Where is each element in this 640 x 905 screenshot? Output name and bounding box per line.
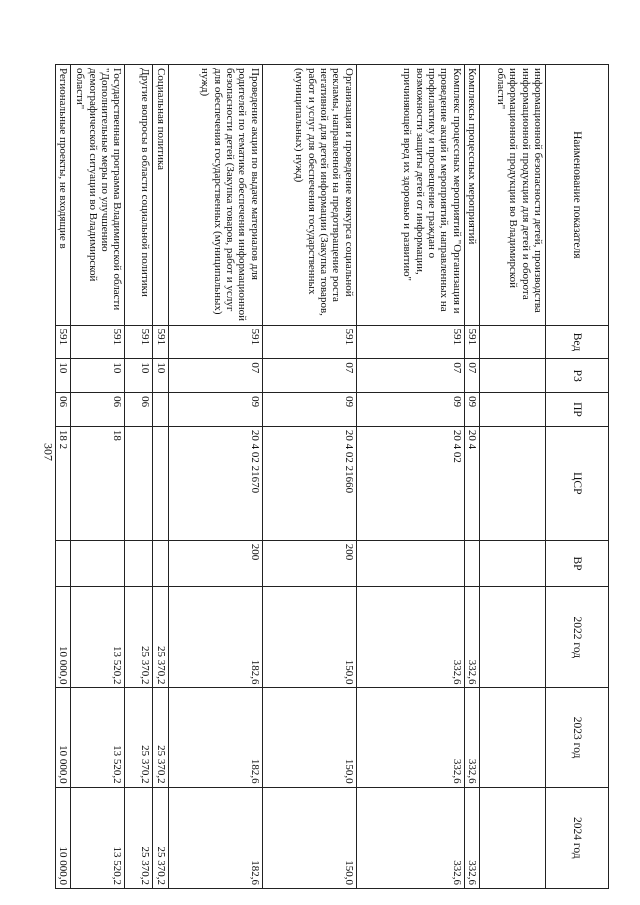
page-number: 307 bbox=[41, 443, 56, 461]
header-pr: ПР bbox=[546, 393, 609, 427]
cell-rz bbox=[480, 359, 546, 393]
cell-2024: 25 370,2 bbox=[125, 787, 153, 888]
cell-pr: 09 bbox=[464, 393, 479, 427]
cell-2023 bbox=[480, 688, 546, 787]
cell-2023: 150,0 bbox=[262, 688, 356, 787]
header-rz: РЗ bbox=[546, 359, 609, 393]
budget-table-container bbox=[57, 64, 609, 889]
cell-csr: 18 bbox=[71, 426, 125, 540]
cell-name: Комплекс процессных мероприятий "Организация и проведение акций и мероприятий, направленных на профилактику и просвещение граждан о возможности защиты детей от информации, причиняющей вред их здоровью и развитию" bbox=[356, 65, 464, 326]
cell-name: Другие вопросы в области социальной политики bbox=[125, 65, 153, 326]
cell-rz: 07 bbox=[168, 359, 262, 393]
cell-2022: 25 370,2 bbox=[125, 587, 153, 688]
cell-2023: 10 000,0 bbox=[56, 688, 71, 787]
cell-name: информационной безопасности детей, производства информационной продукции для детей и оборота информационной продукции во Владимирской области" bbox=[480, 65, 546, 326]
cell-rz: 07 bbox=[356, 359, 464, 393]
cell-pr: 09 bbox=[356, 393, 464, 427]
cell-2022 bbox=[480, 587, 546, 688]
budget-table bbox=[55, 64, 609, 889]
cell-pr: 09 bbox=[262, 393, 356, 427]
cell-2024: 25 370,2 bbox=[153, 787, 168, 888]
header-ved: Вед bbox=[546, 325, 609, 359]
cell-csr: 18 2 bbox=[56, 426, 71, 540]
header-name: Наименование показателя bbox=[546, 65, 609, 326]
cell-name: Социальная политика bbox=[153, 65, 168, 326]
cell-rz: 10 bbox=[153, 359, 168, 393]
header-2022: 2022 год bbox=[546, 587, 609, 688]
cell-ved: 591 bbox=[464, 325, 479, 359]
cell-vr bbox=[153, 540, 168, 586]
cell-vr bbox=[56, 540, 71, 586]
cell-2022: 332,6 bbox=[464, 587, 479, 688]
cell-2022: 25 370,2 bbox=[153, 587, 168, 688]
cell-2023: 25 370,2 bbox=[125, 688, 153, 787]
cell-2022: 182,6 bbox=[168, 587, 262, 688]
cell-rz: 07 bbox=[262, 359, 356, 393]
table-row bbox=[262, 65, 356, 889]
cell-2023: 332,6 bbox=[464, 688, 479, 787]
cell-vr bbox=[125, 540, 153, 586]
cell-pr: 09 bbox=[168, 393, 262, 427]
cell-vr bbox=[480, 540, 546, 586]
cell-ved: 591 bbox=[168, 325, 262, 359]
header-csr: ЦСР bbox=[546, 426, 609, 540]
cell-2024: 182,6 bbox=[168, 787, 262, 888]
cell-csr bbox=[125, 426, 153, 540]
cell-pr bbox=[480, 393, 546, 427]
header-vr: ВР bbox=[546, 540, 609, 586]
cell-2022: 332,6 bbox=[356, 587, 464, 688]
cell-ved: 591 bbox=[71, 325, 125, 359]
table-row bbox=[125, 65, 153, 889]
table-row bbox=[71, 65, 125, 889]
cell-ved: 591 bbox=[356, 325, 464, 359]
cell-pr: 06 bbox=[56, 393, 71, 427]
cell-2022: 10 000,0 bbox=[56, 587, 71, 688]
cell-rz: 10 bbox=[56, 359, 71, 393]
table-row bbox=[168, 65, 262, 889]
cell-vr: 200 bbox=[168, 540, 262, 586]
cell-2022: 150,0 bbox=[262, 587, 356, 688]
cell-2022: 13 520,2 bbox=[71, 587, 125, 688]
cell-name: Государственная программа Владимирской области "Дополнительные меры по улучшению демографической ситуации во Владимирской области" bbox=[71, 65, 125, 326]
cell-vr bbox=[356, 540, 464, 586]
cell-2024: 332,6 bbox=[464, 787, 479, 888]
cell-rz: 10 bbox=[71, 359, 125, 393]
table-row bbox=[56, 65, 71, 889]
cell-csr: 20 4 02 21670 bbox=[168, 426, 262, 540]
cell-name: Организация и проведение конкурса социальной рекламы, направленной на предотвращение роста негативной для детей информации (Закупка товаров, работ и услуг для обеспечения государственных (муниципальных) нужд) bbox=[262, 65, 356, 326]
cell-pr bbox=[153, 393, 168, 427]
cell-2024: 332,6 bbox=[356, 787, 464, 888]
cell-2023: 13 520,2 bbox=[71, 688, 125, 787]
cell-2023: 332,6 bbox=[356, 688, 464, 787]
cell-2024: 10 000,0 bbox=[56, 787, 71, 888]
cell-vr bbox=[71, 540, 125, 586]
cell-csr bbox=[480, 426, 546, 540]
cell-2024: 13 520,2 bbox=[71, 787, 125, 888]
cell-vr: 200 bbox=[262, 540, 356, 586]
cell-csr: 20 4 02 21660 bbox=[262, 426, 356, 540]
cell-rz: 07 bbox=[464, 359, 479, 393]
table-row bbox=[480, 65, 546, 889]
cell-name: Региональные проекты, не входящие в bbox=[56, 65, 71, 326]
header-2024: 2024 год bbox=[546, 787, 609, 888]
cell-ved: 591 bbox=[125, 325, 153, 359]
table-row bbox=[153, 65, 168, 889]
cell-name: Проведение акции по выдаче материалов для родителей по тематике обеспечения информационной безопасности детей (Закупка товаров, работ и услуг для обеспечения государственных (муниципальных) нужд) bbox=[168, 65, 262, 326]
cell-name: Комплексы процессных мероприятий bbox=[464, 65, 479, 326]
cell-csr: 20 4 02 bbox=[356, 426, 464, 540]
cell-rz: 10 bbox=[125, 359, 153, 393]
table-row bbox=[464, 65, 479, 889]
cell-pr: 06 bbox=[125, 393, 153, 427]
cell-csr bbox=[153, 426, 168, 540]
cell-2023: 25 370,2 bbox=[153, 688, 168, 787]
cell-ved: 591 bbox=[262, 325, 356, 359]
table-row bbox=[356, 65, 464, 889]
cell-vr bbox=[464, 540, 479, 586]
cell-2024: 150,0 bbox=[262, 787, 356, 888]
cell-pr: 06 bbox=[71, 393, 125, 427]
cell-ved bbox=[480, 325, 546, 359]
header-2023: 2023 год bbox=[546, 688, 609, 787]
cell-2023: 182,6 bbox=[168, 688, 262, 787]
cell-ved: 591 bbox=[56, 325, 71, 359]
header-row bbox=[546, 65, 609, 889]
cell-csr: 20 4 bbox=[464, 426, 479, 540]
cell-2024 bbox=[480, 787, 546, 888]
rotated-page bbox=[57, 64, 609, 889]
cell-ved: 591 bbox=[153, 325, 168, 359]
